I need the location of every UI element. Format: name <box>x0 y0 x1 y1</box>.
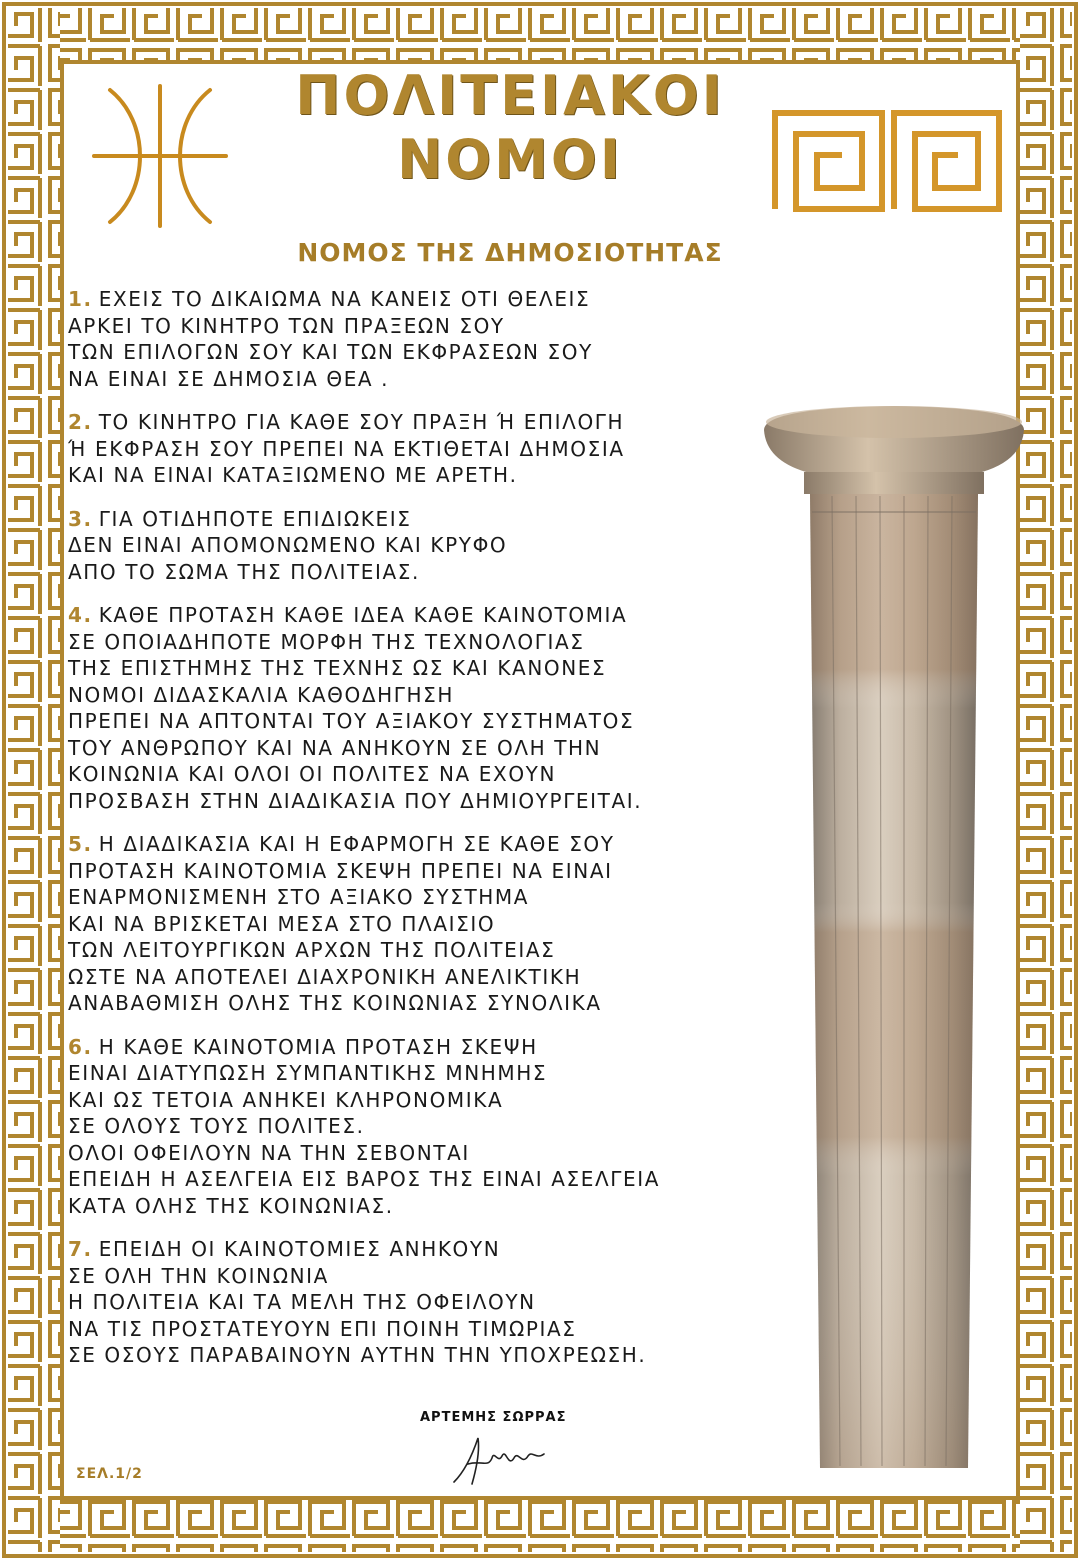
greek-key-logo-icon <box>772 110 1002 212</box>
law-text-line <box>68 937 768 964</box>
law-text-line <box>68 1060 768 1087</box>
law-text-line <box>68 1113 768 1140</box>
law-text-line <box>68 788 768 815</box>
law-item <box>68 831 768 1017</box>
law-line-text: ΚΑΙ ΩΣ ΤΕΤΟΙΑ ΑΝΗΚΕΙ ΚΛΗΡΟΝΟΜΙΚΑ <box>68 1087 504 1112</box>
law-line-text: Η ΠΟΛΙΤΕΙΑ ΚΑΙ ΤΑ ΜΕΛΗ ΤΗΣ ΟΦΕΙΛΟΥΝ <box>68 1290 536 1314</box>
law-line-text: ΑΠΟ ΤΟ ΣΩΜΑ ΤΗΣ ΠΟΛΙΤΕΙΑΣ. <box>68 559 420 584</box>
law-line-text: ΚΑΤΑ ΟΛΗΣ ΤΗΣ ΚΟΙΝΩΝΙΑΣ. <box>68 1193 394 1218</box>
law-line-text: ΤΟ ΚΙΝΗΤΡΟ ΓΙΑ ΚΑΘΕ ΣΟΥ ΠΡΑΞΗ Ή ΕΠΙΛΟΓΗ <box>98 410 625 434</box>
law-text-line <box>68 1236 768 1263</box>
law-line-text: ΤΟΥ ΑΝΘΡΩΠΟΥ ΚΑΙ ΝΑ ΑΝΗΚΟΥΝ ΣΕ ΟΛΗ ΤΗΝ <box>68 735 602 760</box>
laws-list <box>68 286 768 1386</box>
law-line-text: ΚΑΙ ΝΑ ΕΙΝΑΙ ΚΑΤΑΞΙΩΜΕΝΟ ΜΕ ΑΡΕΤΗ. <box>68 463 518 487</box>
law-line-text: ΣΕ ΟΛΗ ΤΗΝ ΚΟΙΝΩΝΙΑ <box>68 1263 329 1288</box>
author-name: ΑΡΤΕΜΗΣ ΣΩΡΡΑΣ <box>420 1410 567 1425</box>
law-number: 2. <box>68 410 93 434</box>
law-number: 6. <box>68 1034 93 1059</box>
law-text-line <box>68 735 768 762</box>
law-text-line <box>68 911 768 938</box>
law-text-line <box>68 1263 768 1290</box>
law-number: 7. <box>68 1237 93 1261</box>
law-line-text: ΩΣΤΕ ΝΑ ΑΠΟΤΕΛΕΙ ΔΙΑΧΡΟΝΙΚΗ ΑΝΕΛΙΚΤΙΚΗ <box>68 964 582 989</box>
law-text-line <box>68 831 768 858</box>
law-item <box>68 602 768 814</box>
law-line-text: ΚΑΙ ΝΑ ΒΡΙΣΚΕΤΑΙ ΜΕΣΑ ΣΤΟ ΠΛΑΙΣΙΟ <box>68 911 496 936</box>
law-text-line <box>68 990 768 1017</box>
law-line-text: Ή ΕΚΦΡΑΣΗ ΣΟΥ ΠΡΕΠΕΙ ΝΑ ΕΚΤΙΘΕΤΑΙ ΔΗΜΟΣΙΑ <box>68 436 625 461</box>
law-line-text: ΣΕ ΟΠΟΙΑΔΗΠΟΤΕ ΜΟΡΦΗ ΤΗΣ ΤΕΧΝΟΛΟΓΙΑΣ <box>68 629 585 654</box>
law-line-text: ΣΕ ΟΛΟΥΣ ΤΟΥΣ ΠΟΛΙΤΕΣ. <box>68 1114 365 1138</box>
law-line-text: Η ΚΑΘΕ ΚΑΙΝΟΤΟΜΙΑ ΠΡΟΤΑΣΗ ΣΚΕΨΗ <box>98 1034 538 1059</box>
law-line-text: ΠΡΟΤΑΣΗ ΚΑΙΝΟΤΟΜΙΑ ΣΚΕΨΗ ΠΡΕΠΕΙ ΝΑ ΕΙΝΑΙ <box>68 858 613 883</box>
law-text-line <box>68 708 768 735</box>
law-text-line <box>68 1193 768 1220</box>
law-text-line <box>68 761 768 788</box>
law-line-text: ΝΑ ΕΙΝΑΙ ΣΕ ΔΗΜΟΣΙΑ ΘΕΑ . <box>68 366 390 391</box>
page-number: ΣΕΛ.1/2 <box>76 1466 143 1482</box>
law-item <box>68 506 768 586</box>
law-text-line <box>68 1034 768 1061</box>
signature-image <box>448 1430 548 1490</box>
law-text-line <box>68 1342 768 1369</box>
law-text-line <box>68 602 768 629</box>
law-text-line <box>68 559 768 586</box>
law-item <box>68 286 768 392</box>
law-text-line <box>68 655 768 682</box>
law-text-line <box>68 1289 768 1316</box>
law-line-text: ΤΗΣ ΕΠΙΣΤΗΜΗΣ ΤΗΣ ΤΕΧΝΗΣ ΩΣ ΚΑΙ ΚΑΝΟΝΕΣ <box>68 656 607 680</box>
law-line-text: ΟΛΟΙ ΟΦΕΙΛΟΥΝ ΝΑ ΤΗΝ ΣΕΒΟΝΤΑΙ <box>68 1140 470 1165</box>
law-text-line <box>68 532 768 559</box>
law-number: 1. <box>68 287 93 311</box>
law-line-text: ΑΡΚΕΙ ΤΟ ΚΙΝΗΤΡΟ ΤΩΝ ΠΡΑΞΕΩΝ ΣΟΥ <box>68 313 505 338</box>
law-line-text: ΚΑΘΕ ΠΡΟΤΑΣΗ ΚΑΘΕ ΙΔΕΑ ΚΑΘΕ ΚΑΙΝΟΤΟΜΙΑ <box>98 603 628 627</box>
law-text-line <box>68 339 768 366</box>
law-text-line <box>68 884 768 911</box>
sun-symbol-icon <box>90 82 230 230</box>
law-text-line <box>68 682 768 709</box>
law-item <box>68 1236 768 1369</box>
law-line-text: ΓΙΑ ΟΤΙΔΗΠΟΤΕ ΕΠΙΔΙΩΚΕΙΣ <box>98 506 412 531</box>
law-text-line <box>68 436 768 463</box>
title-line-2: ΝΟΜΟΙ <box>397 128 623 191</box>
law-line-text: ΕΠΕΙΔΗ Η ΑΣΕΛΓΕΙΑ ΕΙΣ ΒΑΡΟΣ ΤΗΣ ΕΙΝΑΙ ΑΣΕΛΓΕΙΑ <box>68 1167 661 1191</box>
law-line-text: ΤΩΝ ΕΠΙΛΟΓΩΝ ΣΟΥ ΚΑΙ ΤΩΝ ΕΚΦΡΑΣΕΩΝ ΣΟΥ <box>68 340 593 364</box>
law-line-text: ΝΑ ΤΙΣ ΠΡΟΣΤΑΤΕΥΟΥΝ ΕΠΙ ΠΟΙΝΗ ΤΙΜΩΡΙΑΣ <box>68 1316 577 1341</box>
law-text-line <box>68 462 768 489</box>
law-text-line <box>68 1316 768 1343</box>
law-number: 5. <box>68 832 93 856</box>
law-line-text: ΤΩΝ ΛΕΙΤΟΥΡΓΙΚΩΝ ΑΡΧΩΝ ΤΗΣ ΠΟΛΙΤΕΙΑΣ <box>68 938 556 962</box>
law-line-text: ΣΕ ΟΣΟΥΣ ΠΑΡΑΒΑΙΝΟΥΝ ΑΥΤΗΝ ΤΗΝ ΥΠΟΧΡΕΩΣΗ. <box>68 1343 647 1367</box>
law-text-line <box>68 366 768 393</box>
law-text-line <box>68 964 768 991</box>
law-line-text: ΕΝΑΡΜΟΝΙΣΜΕΝΗ ΣΤΟ ΑΞΙΑΚΟ ΣΥΣΤΗΜΑ <box>68 885 530 909</box>
law-subtitle: ΝΟΜΟΣ ΤΗΣ ΔΗΜΟΣΙΟΤΗΤΑΣ <box>297 238 723 267</box>
law-line-text: ΚΟΙΝΩΝΙΑ ΚΑΙ ΟΛΟΙ ΟΙ ΠΟΛΙΤΕΣ ΝΑ ΕΧΟΥΝ <box>68 762 557 786</box>
law-text-line <box>68 1166 768 1193</box>
law-line-text: ΔΕΝ ΕΙΝΑΙ ΑΠΟΜΟΝΩΜΕΝΟ ΚΑΙ ΚΡΥΦΟ <box>68 533 508 557</box>
law-text-line <box>68 629 768 656</box>
law-text-line <box>68 1140 768 1167</box>
law-item <box>68 1034 768 1220</box>
law-text-line <box>68 1087 768 1114</box>
greek-column-image <box>760 400 1028 1480</box>
law-line-text: ΝΟΜΟΙ ΔΙΔΑΣΚΑΛΙΑ ΚΑΘΟΔΗΓΗΣΗ <box>68 682 455 707</box>
law-line-text: ΕΠΕΙΔΗ ΟΙ ΚΑΙΝΟΤΟΜΙΕΣ ΑΝΗΚΟΥΝ <box>98 1237 501 1261</box>
title-line-1: ΠΟΛΙΤΕΙΑΚΟΙ <box>295 64 725 127</box>
law-line-text: ΠΡΟΣΒΑΣΗ ΣΤΗΝ ΔΙΑΔΙΚΑΣΙΑ ΠΟΥ ΔΗΜΙΟΥΡΓΕΙΤΑΙ. <box>68 788 643 813</box>
law-line-text: ΠΡΕΠΕΙ ΝΑ ΑΠΤΟΝΤΑΙ ΤΟΥ ΑΞΙΑΚΟΥ ΣΥΣΤΗΜΑΤΟΣ <box>68 709 635 733</box>
law-text-line <box>68 506 768 533</box>
law-text-line <box>68 858 768 885</box>
law-item <box>68 409 768 489</box>
law-number: 3. <box>68 506 93 531</box>
law-text-line <box>68 313 768 340</box>
law-number: 4. <box>68 603 93 627</box>
law-text-line <box>68 286 768 313</box>
law-text-line <box>68 409 768 436</box>
law-line-text: ΕΙΝΑΙ ΔΙΑΤΥΠΩΣΗ ΣΥΜΠΑΝΤΙΚΗΣ ΜΝΗΜΗΣ <box>68 1061 548 1085</box>
law-line-text: ΑΝΑΒΑΘΜΙΣΗ ΟΛΗΣ ΤΗΣ ΚΟΙΝΩΝΙΑΣ ΣΥΝΟΛΙΚΑ <box>68 991 602 1015</box>
law-line-text: ΕΧΕΙΣ ΤΟ ΔΙΚΑΙΩΜΑ ΝΑ ΚΑΝΕΙΣ ΟΤΙ ΘΕΛΕΙΣ <box>98 287 591 311</box>
law-line-text: Η ΔΙΑΔΙΚΑΣΙΑ ΚΑΙ Η ΕΦΑΡΜΟΓΗ ΣΕ ΚΑΘΕ ΣΟΥ <box>98 832 615 856</box>
